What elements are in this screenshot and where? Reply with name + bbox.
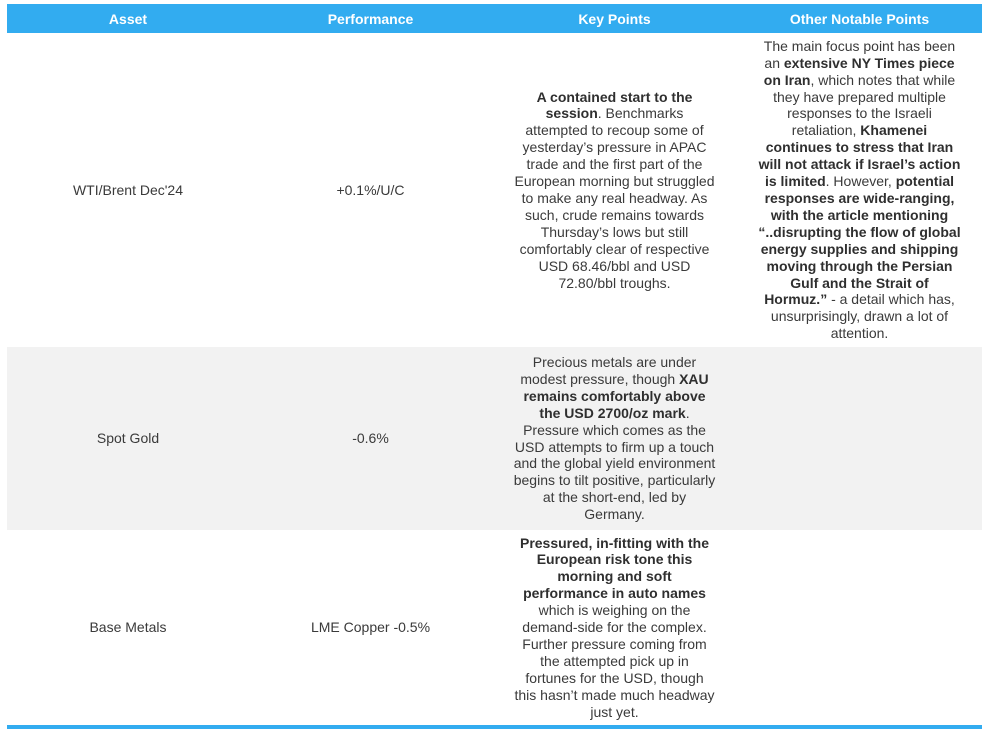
text-segment: . However,	[825, 173, 896, 190]
text-segment: which is weighing on the demand-side for the complex. Further pressure coming from the attempted pick up in fortunes for the USD, though this hasn’t made much headway just yet.	[514, 602, 715, 720]
table-row	[7, 530, 982, 725]
performance-cell: LME Copper -0.5%	[310, 619, 431, 636]
key-points-cell	[492, 535, 737, 721]
header-asset: Asset	[108, 10, 148, 27]
bold-text-segment: Khamenei continues to stress that Iran will not attack if Israel’s action is limited	[758, 122, 961, 190]
other-points-cell	[737, 38, 982, 342]
performance-cell: +0.1%/U/C	[336, 181, 405, 198]
header-performance: Performance	[327, 10, 414, 27]
performance-cell: -0.6%	[352, 430, 389, 447]
table-bottom-rule	[7, 725, 982, 729]
bold-text-segment: potential responses are wide-ranging, with the article mentioning “..disrupting the flow of global energy supplies and shipping moving through the Persian Gulf and the Strait of Hormuz.”	[758, 173, 961, 308]
bold-text-segment: Pressured, in-fitting with the European risk tone this morning and soft performance in auto names	[519, 534, 709, 602]
asset-cell: Spot Gold	[96, 430, 160, 447]
table-header	[7, 4, 982, 33]
table-row	[7, 347, 982, 530]
header-key-points: Key Points	[578, 10, 651, 27]
text-segment: Precious metals are under modest pressure, though	[520, 353, 697, 387]
header-other-notable-points: Other Notable Points	[789, 10, 930, 27]
asset-cell: Base Metals	[89, 619, 167, 636]
asset-cell: WTI/Brent Dec'24	[72, 181, 184, 198]
text-segment: . Benchmarks attempted to recoup some of yesterday’s pressure in APAC trade and the first part of the European morning but struggled to make any real headway. As such, crude remains towards Thursday’s lows but still comfortably clear of respective USD 68.46/bbl and USD 72.80/bbl troughs.	[514, 105, 715, 291]
key-points-cell	[492, 89, 737, 292]
commodities-table	[7, 4, 982, 729]
key-points-cell	[492, 354, 737, 523]
text-segment: . Pressure which comes as the USD attempts to firm up a touch and the global yield environment begins to tilt positive, particularly at the short-end, led by Germany.	[513, 404, 716, 523]
bold-text-segment: extensive NY Times piece on Iran	[763, 54, 955, 88]
bold-text-segment: XAU remains comfortably above the USD 2700/oz mark	[523, 370, 709, 421]
table-row	[7, 33, 982, 347]
text-segment: - a detail which has, unsurprisingly, drawn a lot of attention.	[770, 291, 955, 342]
text-segment: The main focus point has been an	[763, 37, 956, 71]
bold-text-segment: A contained start to the session	[536, 88, 693, 122]
text-segment: , which notes that while they have prepared multiple responses to the Israeli retaliation,	[773, 71, 956, 139]
